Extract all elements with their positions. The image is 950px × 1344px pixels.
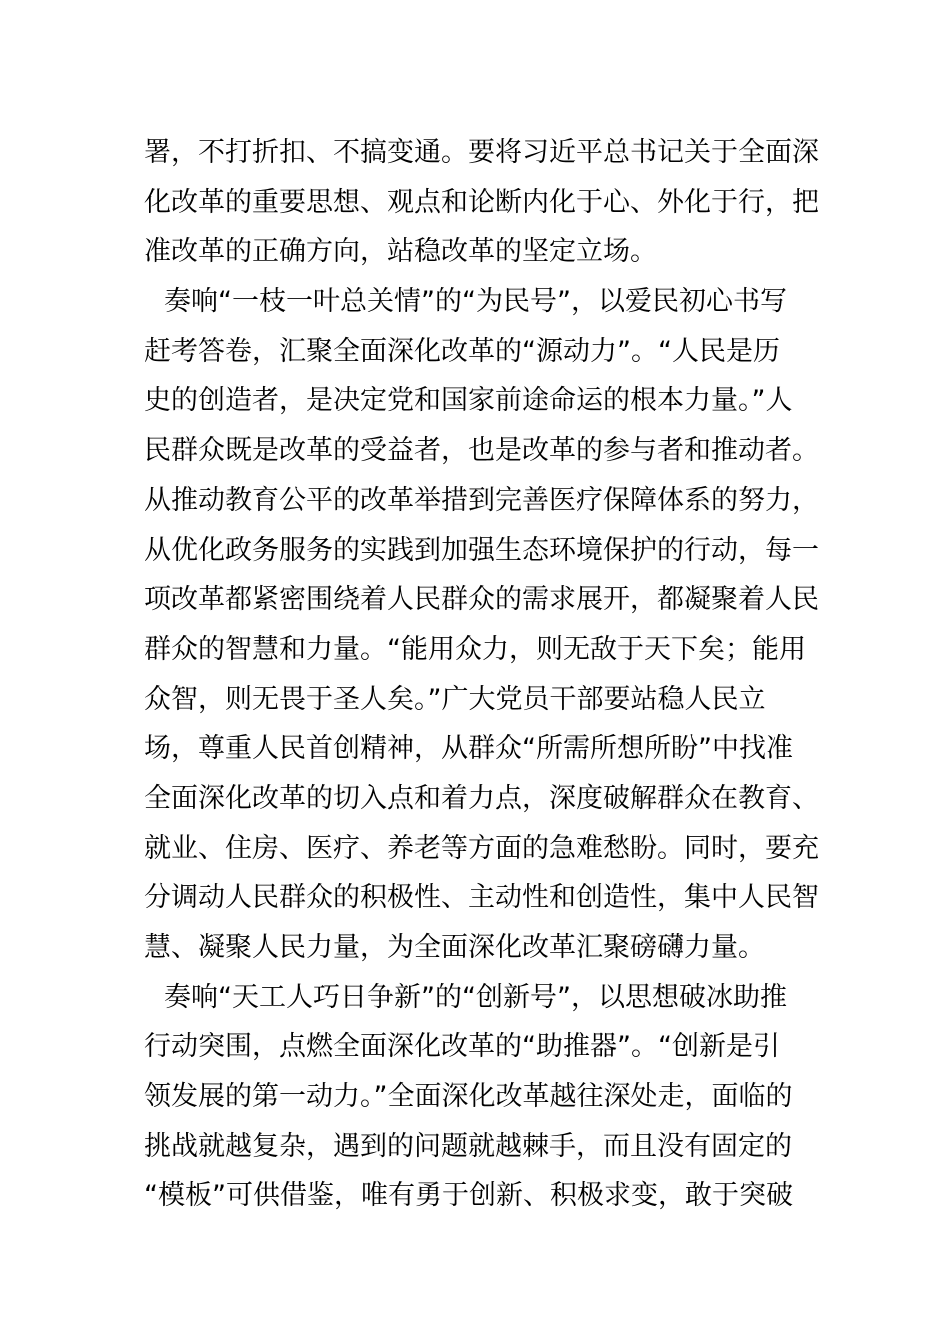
document-body bbox=[144, 128, 819, 1221]
text-line: 从优化政务服务的实践到加强生态环境保护的行动，每一 bbox=[144, 534, 819, 566]
text-line: 众智，则无畏于圣人矣。”广大党员干部要站稳人民立 bbox=[144, 683, 766, 715]
text-line: 场，尊重人民首创精神，从群众“所需所想所盼”中找准 bbox=[144, 733, 793, 765]
text-line: 赶考答卷，汇聚全面深化改革的“源动力”。“人民是历 bbox=[144, 335, 780, 367]
text-line: 群众的智慧和力量。“能用众力，则无敌于天下矣；能用 bbox=[144, 633, 806, 665]
text-line: 化改革的重要思想、观点和论断内化于心、外化于行，把 bbox=[144, 186, 819, 218]
paragraph-start-line: 奏响“天工人巧日争新”的“创新号”，以思想破冰助推 bbox=[164, 981, 787, 1013]
text-line: 行动突围，点燃全面深化改革的“助推器”。“创新是引 bbox=[144, 1031, 780, 1063]
text-line: 从推动教育公平的改革举措到完善医疗保障体系的努力， bbox=[144, 484, 819, 516]
text-line: “模板”可供借鉴，唯有勇于创新、积极求变，敢于突破 bbox=[144, 1180, 793, 1212]
text-line: 项改革都紧密围绕着人民群众的需求展开，都凝聚着人民 bbox=[144, 584, 819, 616]
paragraph-start-line: 奏响“一枝一叶总关情”的“为民号”，以爱民初心书写 bbox=[164, 286, 787, 318]
text-line: 分调动人民群众的积极性、主动性和创造性，集中人民智 bbox=[144, 882, 819, 914]
text-line: 民群众既是改革的受益者，也是改革的参与者和推动者。 bbox=[144, 435, 819, 467]
text-line: 准改革的正确方向，站稳改革的坚定立场。 bbox=[144, 236, 657, 268]
text-line: 全面深化改革的切入点和着力点，深度破解群众在教育、 bbox=[144, 782, 819, 814]
text-line: 就业、住房、医疗、养老等方面的急难愁盼。同时，要充 bbox=[144, 832, 819, 864]
text-line: 挑战就越复杂，遇到的问题就越棘手，而且没有固定的 bbox=[144, 1130, 792, 1162]
text-line: 署，不打折扣、不搞变通。要将习近平总书记关于全面深 bbox=[144, 137, 819, 168]
text-line: 史的创造者，是决定党和国家前途命运的根本力量。”人 bbox=[144, 385, 793, 417]
text-line: 慧、凝聚人民力量，为全面深化改革汇聚磅礴力量。 bbox=[144, 932, 765, 963]
text-line: 领发展的第一动力。”全面深化改革越往深处走，面临的 bbox=[144, 1081, 793, 1113]
